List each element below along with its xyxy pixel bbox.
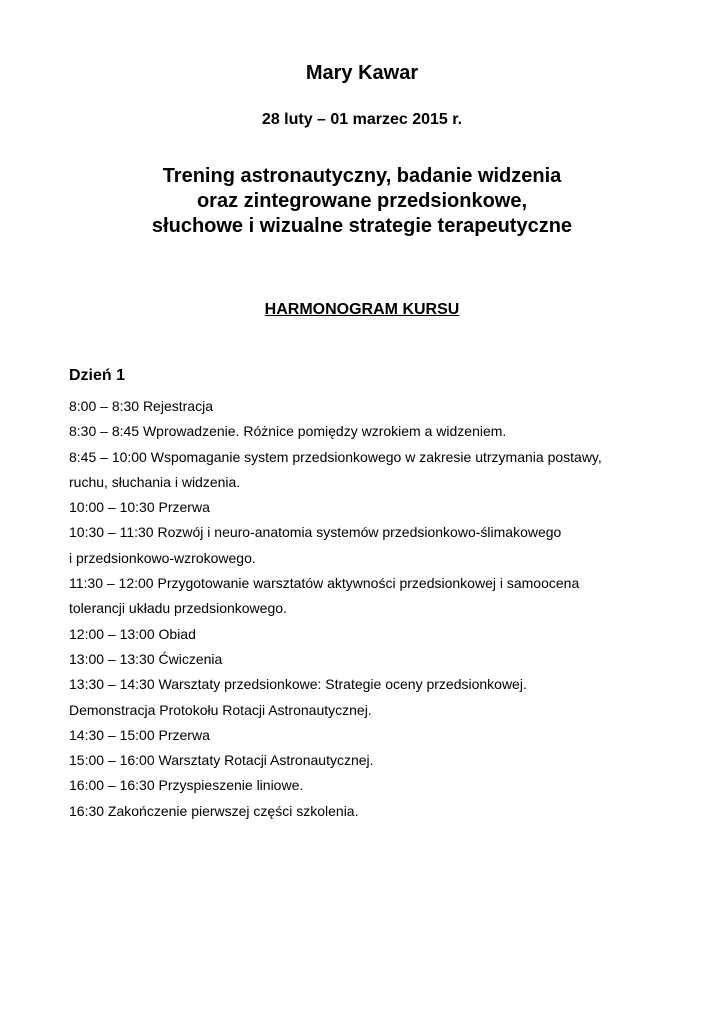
schedule-line: 13:00 – 13:30 Ćwiczenia — [69, 650, 223, 667]
course-title — [0, 164, 724, 239]
schedule-line: 8:45 – 10:00 Wspomaganie system przedsionkowego w zakresie utrzymania postawy, — [69, 448, 602, 465]
schedule-line: 10:00 – 10:30 Przerwa — [69, 499, 210, 516]
schedule-line: tolerancji układu przedsionkowego. — [69, 600, 287, 617]
schedule-line: 8:00 – 8:30 Rejestracja — [69, 398, 213, 414]
schedule-line: 14:30 – 15:00 Przerwa — [69, 726, 210, 743]
schedule-line: 15:00 – 16:00 Warsztaty Rotacji Astronautycznej. — [69, 752, 374, 769]
schedule-line: 13:30 – 14:30 Warsztaty przedsionkowe: Strategie oceny przedsionkowej. — [69, 676, 527, 693]
course-date: 28 luty – 01 marzec 2015 r. — [261, 111, 463, 128]
schedule-line: 11:30 – 12:00 Przygotowanie warsztatów aktywności przedsionkowej i samoocena — [69, 575, 580, 592]
schedule-line: 8:30 – 8:45 Wprowadzenie. Różnice pomiędzy wzrokiem a widzeniem. — [69, 423, 507, 440]
schedule-line: i przedsionkowo-wzrokowego. — [69, 549, 256, 566]
title-line: oraz zintegrowane przedsionkowe, — [196, 190, 528, 212]
title-line: Trening astronautyczny, badanie widzenia — [162, 165, 562, 187]
section-heading: HARMONOGRAM KURSU — [264, 301, 460, 318]
schedule-line: 10:30 – 11:30 Rozwój i neuro-anatomia systemów przedsionkowo-ślimakowego — [69, 524, 562, 541]
schedule-list — [69, 394, 669, 824]
title-line: słuchowe i wizualne strategie terapeutyczne — [151, 215, 573, 237]
schedule-line: 16:00 – 16:30 Przyspieszenie liniowe. — [69, 777, 304, 794]
schedule-line: Demonstracja Protokołu Rotacji Astronautycznej. — [69, 701, 372, 718]
schedule-line: 12:00 – 13:00 Obiad — [69, 625, 196, 642]
schedule-line: ruchu, słuchania i widzenia. — [69, 473, 241, 490]
day-heading: Dzień 1 — [69, 367, 126, 384]
author-name: Mary Kawar — [305, 62, 419, 84]
schedule-line: 16:30 Zakończenie pierwszej części szkolenia. — [69, 802, 359, 819]
